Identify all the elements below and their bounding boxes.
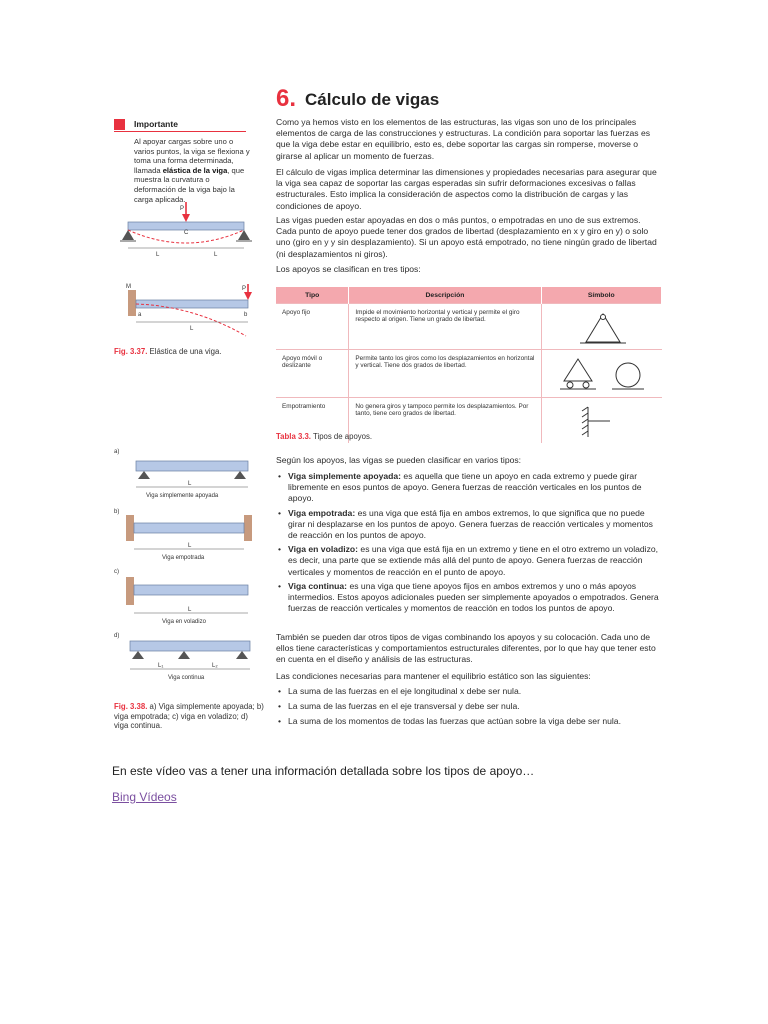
list-item: • La suma de las fuerzas en el eje longitudinal x debe ser nula. bbox=[276, 686, 662, 697]
svg-text:b: b bbox=[244, 312, 248, 318]
svg-text:L₁: L₁ bbox=[158, 663, 164, 669]
video-description: En este vídeo vas a tener una información detallada sobre los tipos de apoyo… bbox=[112, 764, 535, 778]
supports-table bbox=[276, 287, 662, 443]
svg-text:L₂: L₂ bbox=[212, 663, 218, 669]
paragraph-2: El cálculo de vigas implica determinar las dimensiones y propiedades necesarias para asegurar que la viga sea capaz de soportar las cargas esperadas sin sufrir deformaciones excesivas o fallas estructurales. Esto implica la consideración de aspectos como la distribución de cargas y las condiciones de apoyo. bbox=[276, 167, 657, 211]
svg-text:Viga en voladizo: Viga en voladizo bbox=[162, 619, 206, 625]
section-title: Cálculo de vigas bbox=[305, 90, 440, 109]
svg-text:L: L bbox=[214, 252, 218, 258]
list-item: • Viga en voladizo: es una viga que está fija en un extremo y tiene en el otro extremo un voladizo, es decir, una parte que se extiende más allá del punto de apoyo. Genera fuerzas de reacción verticales y momentos de reacción en el punto de apoyo. bbox=[276, 544, 662, 578]
types-intro: Según los apoyos, las vigas se pueden clasificar en varios tipos: bbox=[276, 455, 522, 465]
section-number: 6. bbox=[276, 85, 297, 112]
conditions-list bbox=[276, 686, 662, 728]
svg-text:Viga empotrada: Viga empotrada bbox=[162, 555, 205, 561]
paragraph-3: Las vigas pueden estar apoyadas en dos o más puntos, o empotradas en uno de sus extremos. Cada punto de apoyo puede tener dos grados de libertad (desplazamiento en x y giro en y) o solo uno (giro en y y sin desplazamiento). Si un apoyo está empotrado, no tiene ningún grado de libertad (ni desplazamientos ni giros). bbox=[276, 215, 657, 259]
list-item: • La suma de los momentos de todas las fuerzas que actúan sobre la viga debe ser nula. bbox=[276, 716, 662, 727]
svg-text:L: L bbox=[188, 607, 192, 613]
svg-text:P: P bbox=[242, 286, 247, 292]
svg-text:a): a) bbox=[114, 449, 120, 455]
svg-text:d): d) bbox=[114, 633, 120, 639]
paragraph-6: Las condiciones necesarias para mantener el equilibrio estático son las siguientes: bbox=[276, 671, 591, 681]
paragraph-5: También se pueden dar otros tipos de vigas combinando los apoyos y su colocación. Cada uno de ellos tiene características y comportamientos estructurales diferentes, por lo que hay que tener esto en cuenta en el diseño y análisis de las estructuras. bbox=[276, 632, 656, 665]
svg-text:M: M bbox=[126, 284, 131, 290]
svg-text:L: L bbox=[188, 481, 192, 487]
list-item: • Viga continua: es una viga que tiene apoyos fijos en ambos extremos y uno o más apoyos intermedios. Estos apoyos adicionales pueden ser simplemente apoyados o empotrados. Genera fuerzas de reacción verticales y momentos de reacción en todos los puntos de apoyo. bbox=[276, 581, 662, 615]
table-row: Empotramiento No genera giros y tampoco permite los desplazamientos. Por tanto, tiene cero grados de libertad. bbox=[276, 398, 662, 444]
fig-3-37-diagram bbox=[114, 198, 264, 358]
fig-3-37-caption: Fig. 3.37. Elástica de una viga. bbox=[114, 347, 222, 356]
sliding-support-symbol bbox=[541, 350, 662, 398]
fig-3-38-diagram bbox=[112, 445, 262, 695]
svg-text:a: a bbox=[138, 312, 142, 318]
important-text: Al apoyar cargas sobre uno o varios puntos, la viga se flexiona y toma una forma determinada, llamada elástica de la viga, que muestra la curvatura o deformación de la viga bajo la carga aplicada. bbox=[134, 137, 250, 204]
list-item: • Viga empotrada: es una viga que está fija en ambos extremos, lo que significa que no puede girar ni desplazarse en los puntos de apoyo. Genera fuerzas de reacción verticales y momentos de reacción en los puntos de apoyo. bbox=[276, 508, 662, 542]
svg-text:P: P bbox=[180, 206, 185, 212]
svg-text:C: C bbox=[184, 230, 189, 236]
types-list bbox=[276, 471, 662, 614]
table-caption: Tabla 3.3. Tipos de apoyos. bbox=[276, 432, 373, 441]
important-rule bbox=[114, 131, 246, 132]
svg-text:c): c) bbox=[114, 569, 119, 575]
list-item: • La suma de las fuerzas en el eje transversal y debe ser nula. bbox=[276, 701, 662, 712]
paragraph-4: Los apoyos se clasifican en tres tipos: bbox=[276, 264, 421, 274]
cantilever-beam-elastic bbox=[126, 284, 252, 336]
important-marker bbox=[114, 119, 125, 130]
fig-3-38-caption: Fig. 3.38. a) Viga simplemente apoyada; b) viga empotrada; c) viga en voladizo; d) viga continua. bbox=[114, 702, 264, 731]
list-item: • Viga simplemente apoyada: es aquella que tiene un apoyo en cada extremo y puede girar libremente en esos puntos de apoyo. Genera fuerzas de reacción verticales en los puntos de apoyo. bbox=[276, 471, 662, 505]
svg-text:Viga simplemente apoyada: Viga simplemente apoyada bbox=[146, 493, 219, 499]
svg-text:L: L bbox=[188, 543, 192, 549]
important-title: Importante bbox=[134, 119, 178, 129]
simply-supported-beam-elastic bbox=[120, 202, 252, 258]
table-row: Apoyo móvil o deslizante Permite tanto los giros como los desplazamientos en horizontal y vertical. Tiene dos grados de libertad. bbox=[276, 350, 662, 398]
fixed-support-symbol bbox=[541, 304, 662, 350]
table-row: Apoyo fijo Impide el movimiento horizontal y vertical y permite el giro respecto al origen. Tiene un grado de libertad. bbox=[276, 304, 662, 350]
table-header-simbolo: Símbolo bbox=[541, 287, 662, 304]
svg-text:Viga continua: Viga continua bbox=[168, 675, 205, 681]
svg-text:L: L bbox=[190, 326, 194, 332]
table-header-descripcion: Descripción bbox=[349, 287, 541, 304]
svg-text:L: L bbox=[156, 252, 160, 258]
svg-text:b): b) bbox=[114, 509, 120, 515]
paragraph-1: Como ya hemos visto en los elementos de las estructuras, las vigas son uno de los principales elementos de carga de las construcciones y estructuras. La condición para soportar las fuerzas es que la viga debe estar en equilibrio, esto es, debe soportar las cargas sin romperse, moverse o girarse al aplicar un momento de fuerzas. bbox=[276, 117, 651, 161]
fixed-end-symbol bbox=[541, 398, 662, 444]
table-header-tipo: Tipo bbox=[276, 287, 349, 304]
bing-videos-link[interactable]: Bing Vídeos bbox=[112, 790, 177, 804]
